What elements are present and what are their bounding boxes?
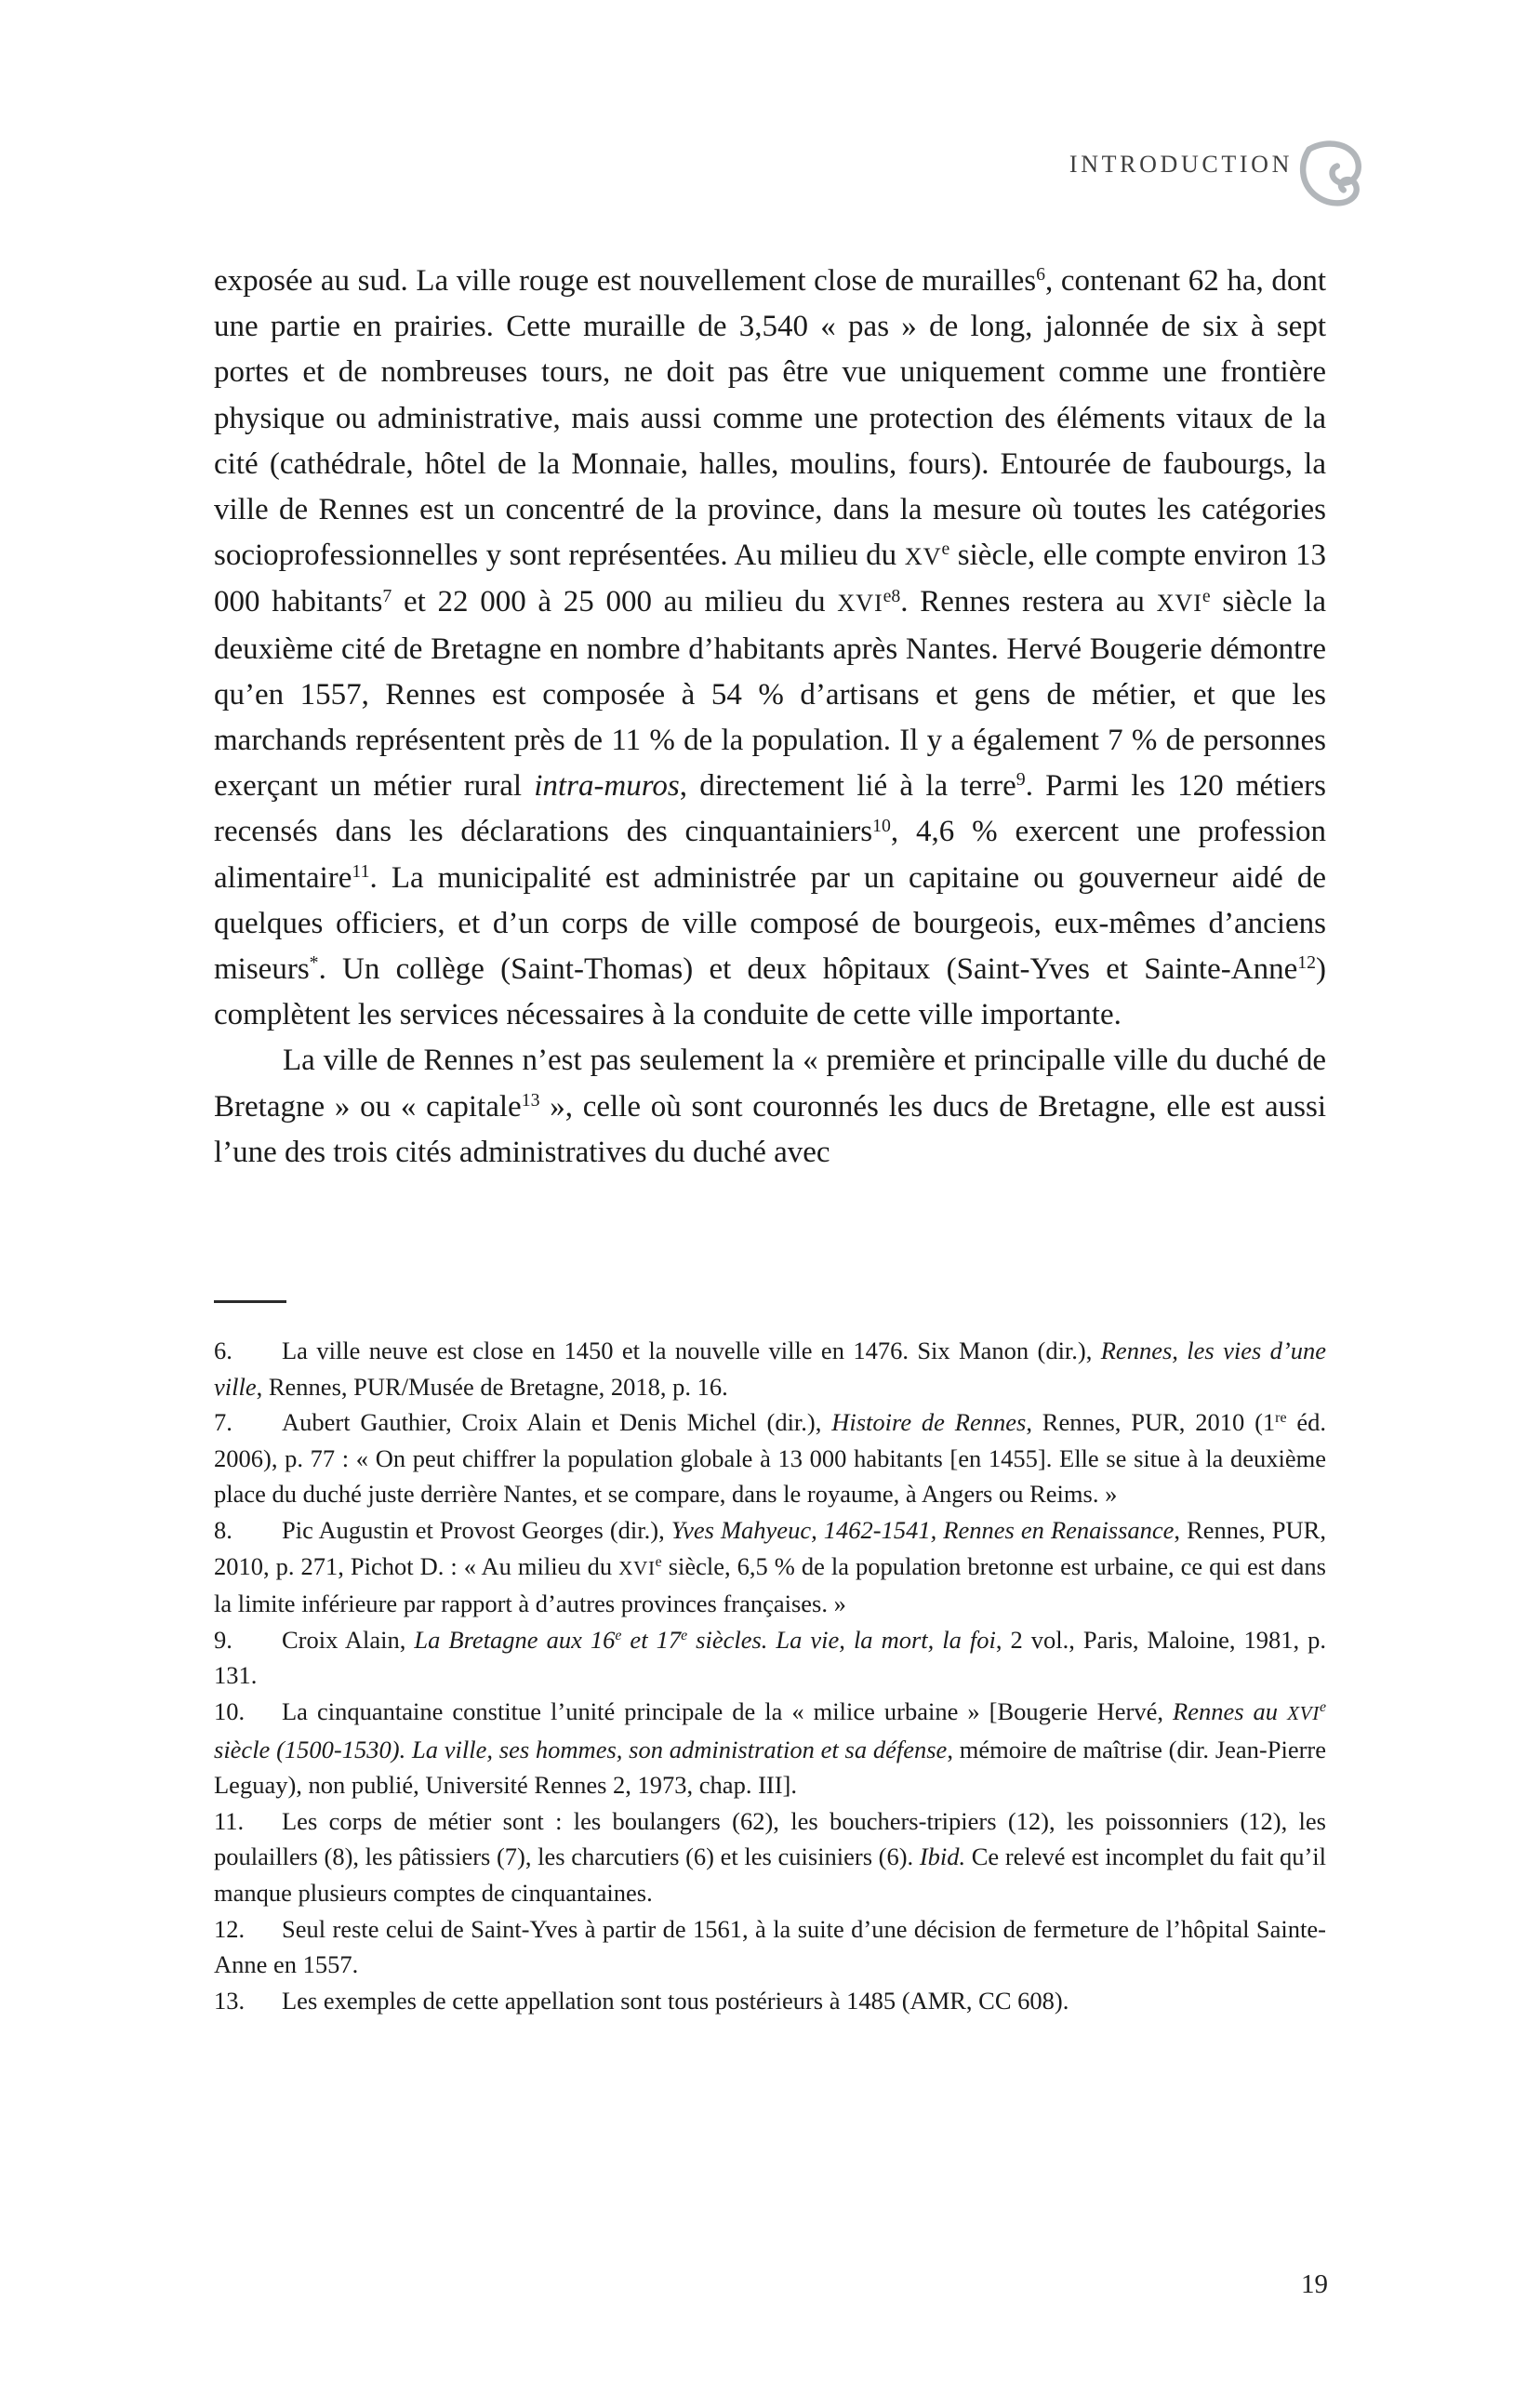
running-head-title: INTRODUCTION bbox=[1069, 151, 1293, 178]
fleuron-ornament-icon bbox=[1296, 138, 1376, 212]
footnote-number: 11. bbox=[214, 1806, 245, 1835]
footnote-text: Aubert Gauthier, Croix Alain et Denis Michel (dir.), Histoire de Rennes, Rennes, PUR, 2010 (1re éd. 2006), p. 77 : « On peut chiffrer la population globale à 13 000 habitants [en 1455]. Elle se situe à la deuxième place du duché juste derrière Nantes, et se compare, dans le royaume, à Angers ou Reims. » bbox=[214, 1408, 1327, 1509]
footnote-number: 8. bbox=[214, 1515, 232, 1544]
footnote-8 bbox=[214, 1512, 1326, 1622]
footnote-number: 7. bbox=[214, 1408, 232, 1437]
footnote-13 bbox=[214, 1983, 1326, 2019]
footnote-12 bbox=[214, 1911, 1326, 1983]
footnote-9 bbox=[214, 1622, 1326, 1694]
footnote-text: La ville neuve est close en 1450 et la nouvelle ville en 1476. Six Manon (dir.), Rennes, les vies d’une ville, Rennes, PUR/Musée de Bretagne, 2018, p. 16. bbox=[214, 1337, 1326, 1401]
footnote-number: 12. bbox=[214, 1914, 246, 1943]
running-head bbox=[1069, 138, 1376, 212]
footnote-number: 9. bbox=[214, 1625, 232, 1654]
footnote-text: La cinquantaine constitue l’unité principale de la « milice urbaine » [Bougerie Hervé, Rennes au XVIe siècle (1500-1530). La ville, ses hommes, son administration et sa défense, mémoire de maîtrise (dir. Jean-Pierre Leguay), non publié, Université Rennes 2, 1973, chap. III]. bbox=[214, 1696, 1327, 1800]
footnote-text: Les exemples de cette appellation sont tous postérieurs à 1485 (AMR, CC 608). bbox=[282, 1986, 1069, 2015]
page-number: 19 bbox=[1301, 2269, 1328, 2299]
footnote-text: Croix Alain, La Bretagne aux 16e et 17e siècles. La vie, la mort, la foi, 2 vol., Paris, Maloine, 1981, p. 131. bbox=[214, 1625, 1326, 1690]
footnote-11 bbox=[214, 1803, 1326, 1911]
fleuron-strokes bbox=[1303, 143, 1359, 203]
paragraph-second: La ville de Rennes n’est pas seulement la « première et principalle ville du duché de Bretagne » ou « capitale$^{13}$ », celle où sont couronnés les ducs de Bretagne, elle est aussi l’une des trois cités administratives du duché avec bbox=[214, 1044, 1327, 1169]
footnote-number: 6. bbox=[214, 1337, 232, 1364]
footnote-7 bbox=[214, 1404, 1326, 1512]
footnote-number: 10. bbox=[214, 1696, 246, 1725]
footnotes-section bbox=[214, 1300, 1326, 2018]
footnote-number: 13. bbox=[214, 1986, 246, 2015]
footnote-10 bbox=[214, 1694, 1326, 1803]
footnote-6 bbox=[214, 1333, 1326, 1404]
main-text-block bbox=[214, 259, 1326, 1176]
footnote-text: Les corps de métier sont : les boulangers (62), les bouchers-tripiers (12), les poissonniers (12), les poulaillers (8), les pâtissiers (7), les charcutiers (6) et les cuisiniers (6). Ibid. Ce relevé est incomplet du fait qu’il manque plusieurs comptes de cinquantaines. bbox=[214, 1806, 1326, 1907]
footnote-text: Pic Augustin et Provost Georges (dir.), Yves Mahyeuc, 1462-1541, Rennes en Renaissance, Rennes, PUR, 2010, p. 271, Pichot D. : « Au milieu du XVIe siècle, 6,5 % de la population bretonne est urbaine, ce qui est dans la limite inférieure par rapport à d’autres provinces françaises. » bbox=[214, 1515, 1326, 1618]
footnote-separator-rule bbox=[214, 1300, 286, 1303]
footnote-text: Seul reste celui de Saint-Yves à partir de 1561, à la suite d’une décision de fermeture de l’hôpital Sainte-Anne en 1557. bbox=[214, 1914, 1326, 1979]
paragraph-continuation: exposée au sud. La ville rouge est nouvellement close de murailles$^6$, contenant 62 ha, dont une partie en prairies. Cette muraille de 3,540 « pas » de long, jalonnée de six à sept portes et de nombreuses tours, ne doit pas être vue uniquement comme une frontière physique ou administrative, mais aussi comme une protection des éléments vitaux de la cité (cathédrale, hôtel de la Monnaie, halles, moulins, fours). Entourée de faubourgs, la ville de Rennes est un concentré de la province, dans la mesure où toutes les catégories socioprofessionnelles y sont représentées. Au milieu du XVe siècle, elle compte environ 13 000 habitants$^7$ et 22 000 à 25 000 au milieu du $XVI^{e8}$. Rennes restera au XVIe siècle la deuxième cité de Bretagne en nombre d’habitants après Nantes. Hervé Bougerie démontre qu’en 1557, Rennes est composée à 54 % d’artisans et gens de métier, et que les marchands représentent près de 11 % de la population. Il y a également 7 % de personnes exerçant un métier rural intra-muros, directement lié à la terre$^9$. Parmi les 120 métiers recensés dans les déclarations des cinquantainiers$^{10}$, 4,6 % exercent une profession alimentaire$^{11}$. La municipalité est administrée par un capitaine ou gouverneur aidé de quelques officiers, et d’un corps de ville composé de bourgeois, eux-mêmes d’anciens miseurs*. Un collège (Saint-Thomas) et deux hôpitaux (Saint-Yves et Sainte-Anne$^{12}$) complètent les services nécessaires à la conduite de cette ville importante. bbox=[214, 264, 1327, 1032]
